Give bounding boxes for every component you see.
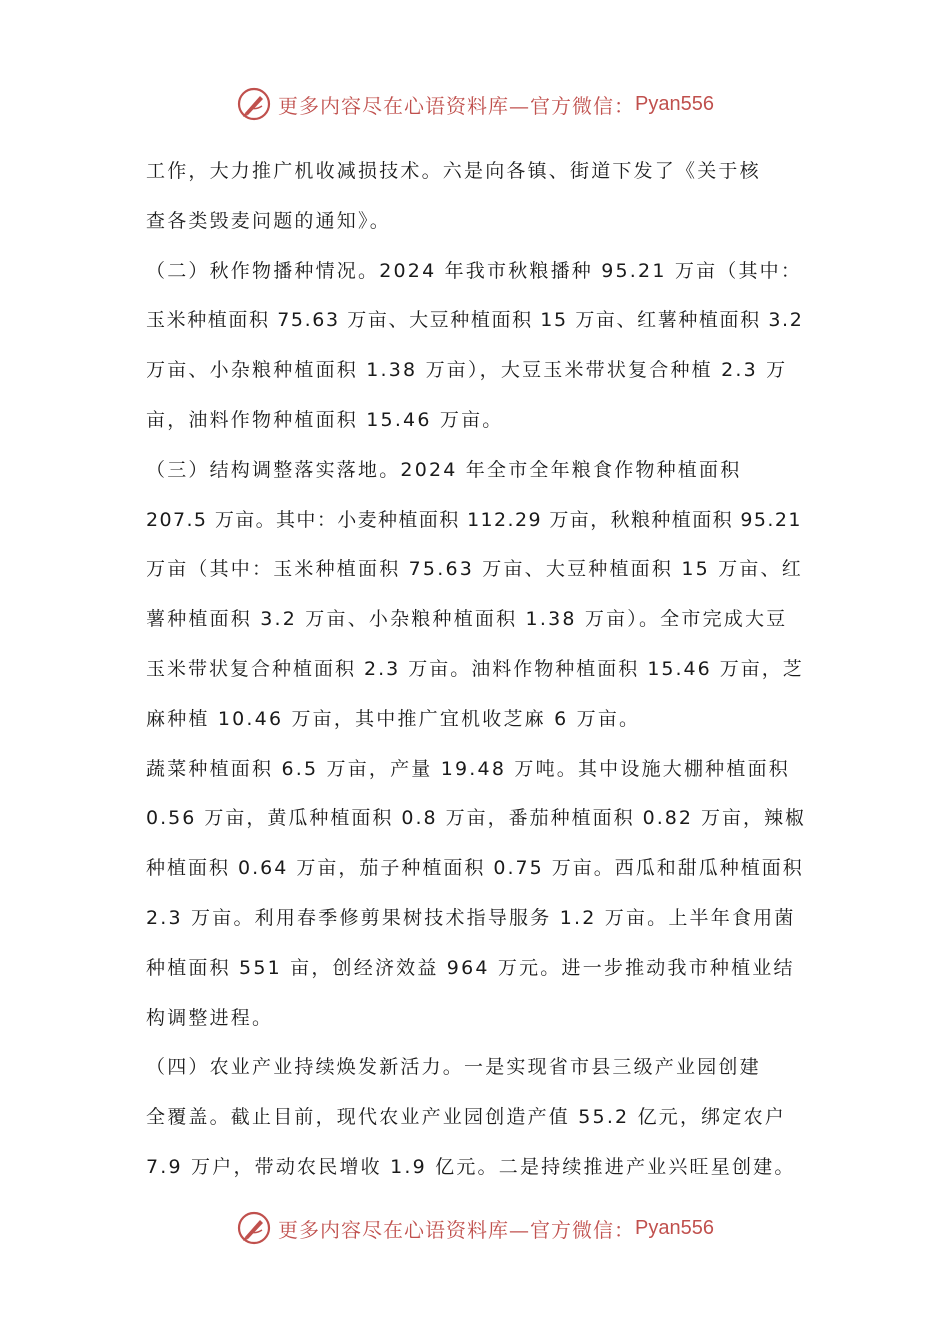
paragraph bbox=[146, 446, 806, 745]
text-line: （二）秋作物播种情况。2024 年我市秋粮播种 95.21 万亩（其中： bbox=[146, 259, 803, 282]
pen-logo-icon bbox=[236, 1210, 272, 1246]
text-line: 2.3 万亩。利用春季修剪果树技术指导服务 1.2 万亩。上半年食用菌 bbox=[146, 906, 796, 929]
document-body bbox=[146, 147, 806, 1193]
text-line: 万亩、小杂粮种植面积 1.38 万亩），大豆玉米带状复合种植 2.3 万 bbox=[146, 359, 788, 382]
paragraph bbox=[146, 1043, 806, 1192]
watermark-text: 更多内容尽在心语资料库—官方微信： bbox=[278, 93, 636, 118]
text-line: 构调整进程。 bbox=[146, 1006, 274, 1029]
text-line: 薯种植面积 3.2 万亩、小杂粮种植面积 1.38 万亩）。全市完成大豆 bbox=[146, 608, 788, 631]
text-line: （三）结构调整落实落地。2024 年全市全年粮食作物种植面积 bbox=[146, 458, 742, 481]
text-line: 麻种植 10.46 万亩，其中推广宜机收芝麻 6 万亩。 bbox=[146, 707, 641, 730]
watermark-wechat-id: Pyan556 bbox=[635, 92, 714, 115]
text-line: 万亩（其中：玉米种植面积 75.63 万亩、大豆种植面积 15 万亩、红 bbox=[146, 558, 803, 581]
text-line: 蔬菜种植面积 6.5 万亩，产量 19.48 万吨。其中设施大棚种植面积 bbox=[146, 757, 790, 780]
text-line: 查各类毁麦问题的通知》。 bbox=[146, 209, 391, 232]
text-line: 工作，大力推广机收减损技术。六是向各镇、街道下发了《关于核 bbox=[146, 160, 761, 182]
text-line: 0.56 万亩，黄瓜种植面积 0.8 万亩，番茄种植面积 0.82 万亩，辣椒 bbox=[146, 807, 807, 830]
paragraph bbox=[146, 147, 806, 247]
text-line: 种植面积 551 亩，创经济效益 964 万元。进一步推动我市种植业结 bbox=[146, 956, 795, 979]
watermark-header bbox=[0, 82, 950, 126]
text-line: 玉米种植面积 75.63 万亩、大豆种植面积 15 万亩、红薯种植面积 3.2 bbox=[146, 309, 804, 332]
pen-logo-icon bbox=[236, 86, 272, 122]
watermark-footer bbox=[0, 1206, 950, 1250]
text-line: 207.5 万亩。其中：小麦种植面积 112.29 万亩，秋粮种植面积 95.21 bbox=[146, 508, 802, 531]
text-line: 种植面积 0.64 万亩，茄子种植面积 0.75 万亩。西瓜和甜瓜种植面积 bbox=[146, 857, 804, 880]
watermark-text: 更多内容尽在心语资料库—官方微信： bbox=[278, 1217, 636, 1242]
text-line: 7.9 万户，带动农民增收 1.9 亿元。二是持续推进产业兴旺星创建。 bbox=[146, 1155, 796, 1178]
text-line: （四）农业产业持续焕发新活力。一是实现省市县三级产业园创建 bbox=[146, 1056, 761, 1079]
paragraph bbox=[146, 745, 806, 1044]
paragraph bbox=[146, 247, 806, 446]
watermark-wechat-id: Pyan556 bbox=[635, 1216, 714, 1239]
text-line: 亩，油料作物种植面积 15.46 万亩。 bbox=[146, 408, 504, 431]
text-line: 全覆盖。截止目前，现代农业产业园创造产值 55.2 亿元，绑定农户 bbox=[146, 1106, 786, 1129]
text-line: 玉米带状复合种植面积 2.3 万亩。油料作物种植面积 15.46 万亩，芝 bbox=[146, 657, 804, 680]
